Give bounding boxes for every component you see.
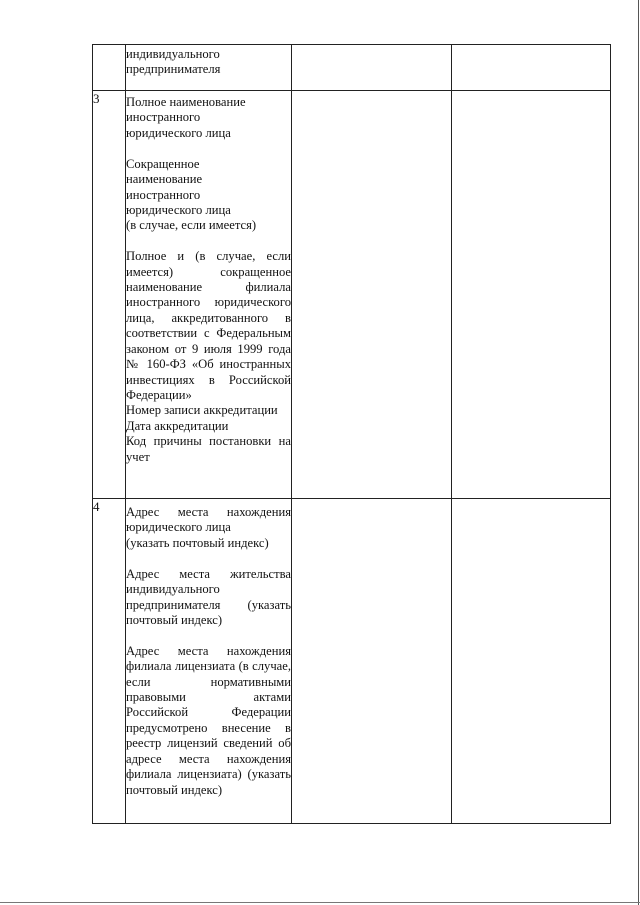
row-number: 3 <box>93 91 126 499</box>
value-field-1[interactable] <box>292 499 452 824</box>
label-line: наименование <box>126 172 203 187</box>
label-line: предпринимателя <box>126 62 221 77</box>
page-edge-right <box>638 0 639 905</box>
label-line: Номер записи аккредитации <box>126 403 278 418</box>
label-line: (указать почтовый индекс) <box>126 535 269 550</box>
label-line: (в случае, если имеется) <box>126 218 257 233</box>
row-number: 4 <box>93 499 126 824</box>
page-edge-bottom <box>0 902 640 903</box>
value-field-2[interactable] <box>452 45 611 91</box>
table-row <box>93 499 611 824</box>
label-line: Адрес места нахождения юридического лица <box>126 505 291 535</box>
label-line: иностранного <box>126 110 201 125</box>
form-table <box>92 44 611 824</box>
row-label <box>126 499 292 824</box>
row-label <box>126 91 292 499</box>
value-field-2[interactable] <box>452 499 611 824</box>
label-line: юридического лица <box>126 125 231 140</box>
table-row <box>93 91 611 499</box>
value-field-1[interactable] <box>292 45 452 91</box>
label-line: Дата аккредитации <box>126 418 229 433</box>
label-line: Адрес места жительства индивидуального предпринимателя (указать почтовый индекс) <box>126 566 291 627</box>
label-line: юридического лица <box>126 202 231 217</box>
label-line: Полное и (в случае, если имеется) сокращенное наименование филиала иностранного юридического лица, аккредитованного в соответствии с Федеральным законом от 9 июля 1999 года № 160-ФЗ «Об иностранных инвестициях в Российской Федерации» <box>126 249 291 402</box>
label-line: индивидуального <box>126 47 220 61</box>
row-number <box>93 45 126 91</box>
label-line: Сокращенное <box>126 156 200 171</box>
row-label <box>126 45 292 91</box>
label-line: Адрес места нахождения филиала лицензиата (в случае, если нормативными правовыми актами Российской Федерации предусмотрено внесение в реестр лицензий сведений об адресе места нахождения филиала лицензиата) (указать почтовый индекс) <box>126 643 291 797</box>
label-line: иностранного <box>126 187 201 202</box>
value-field-2[interactable] <box>452 91 611 499</box>
value-field-1[interactable] <box>292 91 452 499</box>
label-line: Код причины постановки на учет <box>126 434 291 464</box>
label-line: Полное наименование <box>126 95 246 109</box>
table-row <box>93 45 611 91</box>
